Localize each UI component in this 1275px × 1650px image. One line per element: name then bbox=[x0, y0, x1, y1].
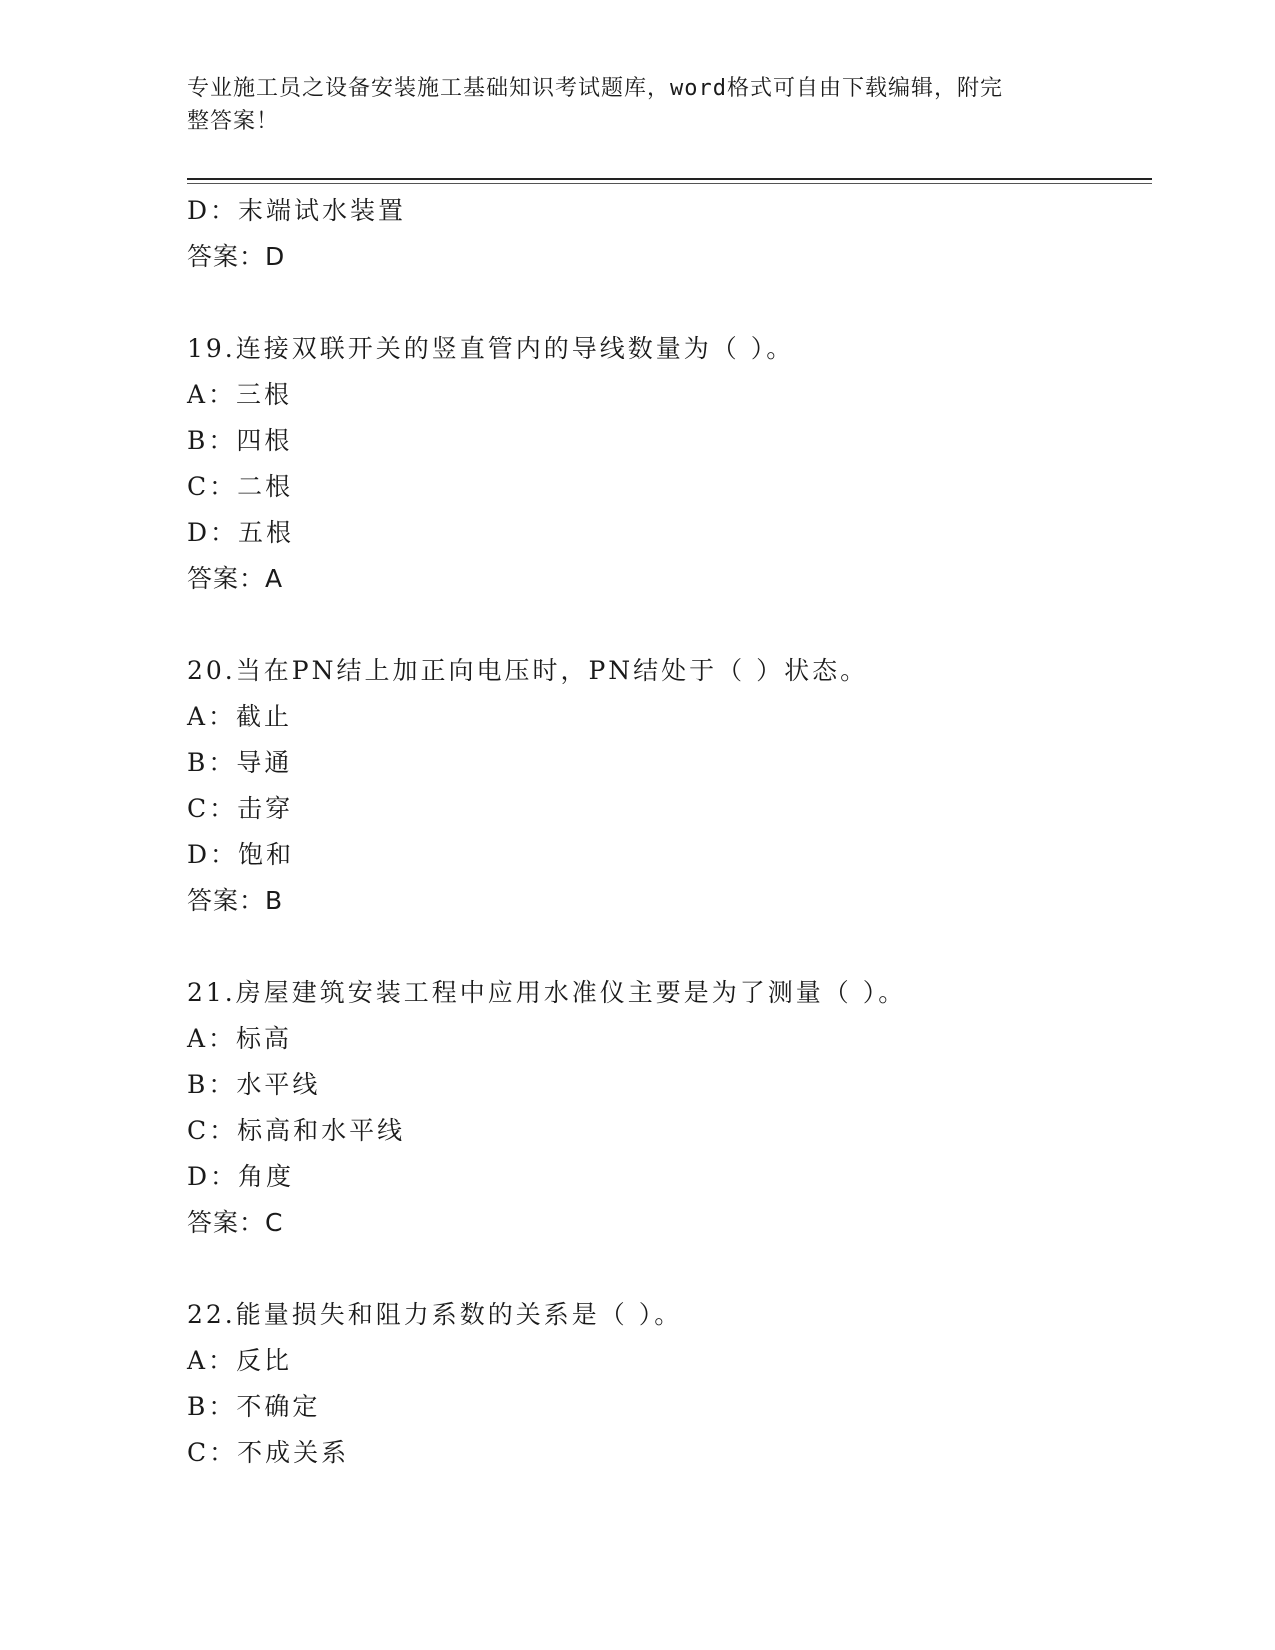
option-d: D：角度 bbox=[187, 1162, 295, 1191]
option-c: C：不成关系 bbox=[187, 1438, 350, 1467]
option-d: D：饱和 bbox=[187, 840, 295, 869]
answer: 答案：C bbox=[187, 1208, 284, 1237]
spacer bbox=[187, 924, 1152, 970]
option-c: C：二根 bbox=[187, 472, 294, 501]
answer: 答案：A bbox=[187, 564, 284, 593]
spacer bbox=[187, 602, 1152, 648]
question-22 bbox=[187, 1292, 1152, 1476]
spacer bbox=[187, 280, 1152, 326]
header-title-line-2: 整答案！ bbox=[187, 109, 280, 134]
option-b: B：四根 bbox=[187, 426, 293, 455]
spacer bbox=[187, 1246, 1152, 1292]
header-title-line-1: 专业施工员之设备安装施工基础知识考试题库，word格式可自由下载编辑，附完 bbox=[187, 76, 1003, 101]
header-rule-thick bbox=[187, 178, 1152, 180]
question-18-tail bbox=[187, 188, 1152, 280]
answer: 答案：D bbox=[187, 242, 286, 271]
question-21 bbox=[187, 970, 1152, 1246]
question-stem: 19.连接双联开关的竖直管内的导线数量为（ ）。 bbox=[187, 334, 795, 363]
question-20 bbox=[187, 648, 1152, 924]
option-b: B：不确定 bbox=[187, 1392, 321, 1421]
document-header bbox=[187, 72, 1067, 138]
question-19 bbox=[187, 326, 1152, 602]
option-a: A：截止 bbox=[187, 702, 293, 731]
option-b: B：水平线 bbox=[187, 1070, 321, 1099]
option-c: C：击穿 bbox=[187, 794, 294, 823]
document-body bbox=[187, 188, 1152, 1476]
option-d: D：五根 bbox=[187, 518, 295, 547]
option-a: A：反比 bbox=[187, 1346, 293, 1375]
option-a: A：标高 bbox=[187, 1024, 293, 1053]
header-rule-thin bbox=[187, 183, 1152, 184]
question-stem: 22.能量损失和阻力系数的关系是（ ）。 bbox=[187, 1300, 683, 1329]
option-b: B：导通 bbox=[187, 748, 293, 777]
question-stem: 21.房屋建筑安装工程中应用水准仪主要是为了测量（ ）。 bbox=[187, 978, 907, 1007]
option-c: C：标高和水平线 bbox=[187, 1116, 406, 1145]
option-a: A：三根 bbox=[187, 380, 293, 409]
answer: 答案：B bbox=[187, 886, 284, 915]
option-d: D：末端试水装置 bbox=[187, 196, 407, 225]
question-stem: 20.当在PN结上加正向电压时，PN结处于（ ）状态。 bbox=[187, 656, 869, 685]
